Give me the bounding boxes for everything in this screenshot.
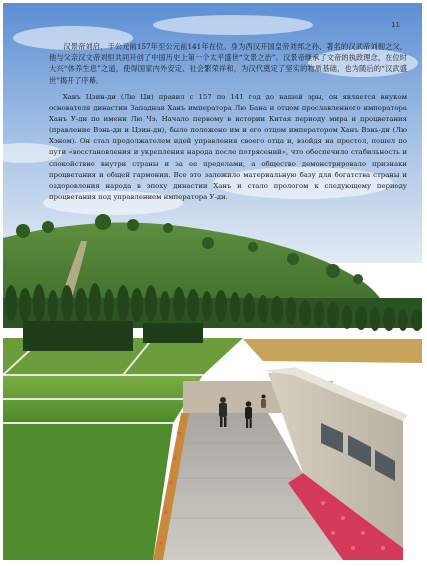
page-number: 11	[391, 21, 400, 29]
mausoleum-landscape-photo	[3, 3, 422, 560]
document-page	[3, 3, 422, 560]
left-lawn-front	[3, 423, 173, 560]
upper-right-terrace	[243, 339, 422, 363]
russian-paragraph: Ханъ Цзин-ди (Лю Ци) правил с 157 по 141 год до нашей эры, он является внуком основателя династии Западная Ханъ императора Лю Бана и отцом прославленного императора Ханъ У-ди по имени Лю Чэ. Начало первому в истории Китая периоду мира и процветания (правление Вэнь-ди и Цзин-ди), было положено им и его отцом императором Ханъ Вэнь-ди (Лю Хэном). Он стал продолжателем идей управления своего отца и, взойдя на престол, пошел по пути «восстановления и укрепления народа после потрясений», что обеспечило стабильность и спокойствие внутри страны и за ее пределами, а общество демонстрировало признаки процветания и общей гармонии. Все это заложило материальную базу для богатства страны и оздоровления народа в эпоху династии Ханъ и стало прологом к следующему периоду процветания под управлением императора У-ди.	[49, 93, 407, 201]
chinese-paragraph: 汉景帝刘启，于公元前157年至公元前141年在位。身为西汉开国皇帝刘邦之孙、著名的汉武帝刘彻之父，他与父亲汉文帝刘恒共同开创了中国历史上第一个太平盛世“文景之治”。汉景帝继承了文帝的执政理念，在位时大兴“休养生息”之道，使得国家内外安定、社会繁荣祥和，为汉代奠定了坚实的物质基础，也为随后的“汉武盛世”揭开了序幕。	[49, 42, 407, 85]
